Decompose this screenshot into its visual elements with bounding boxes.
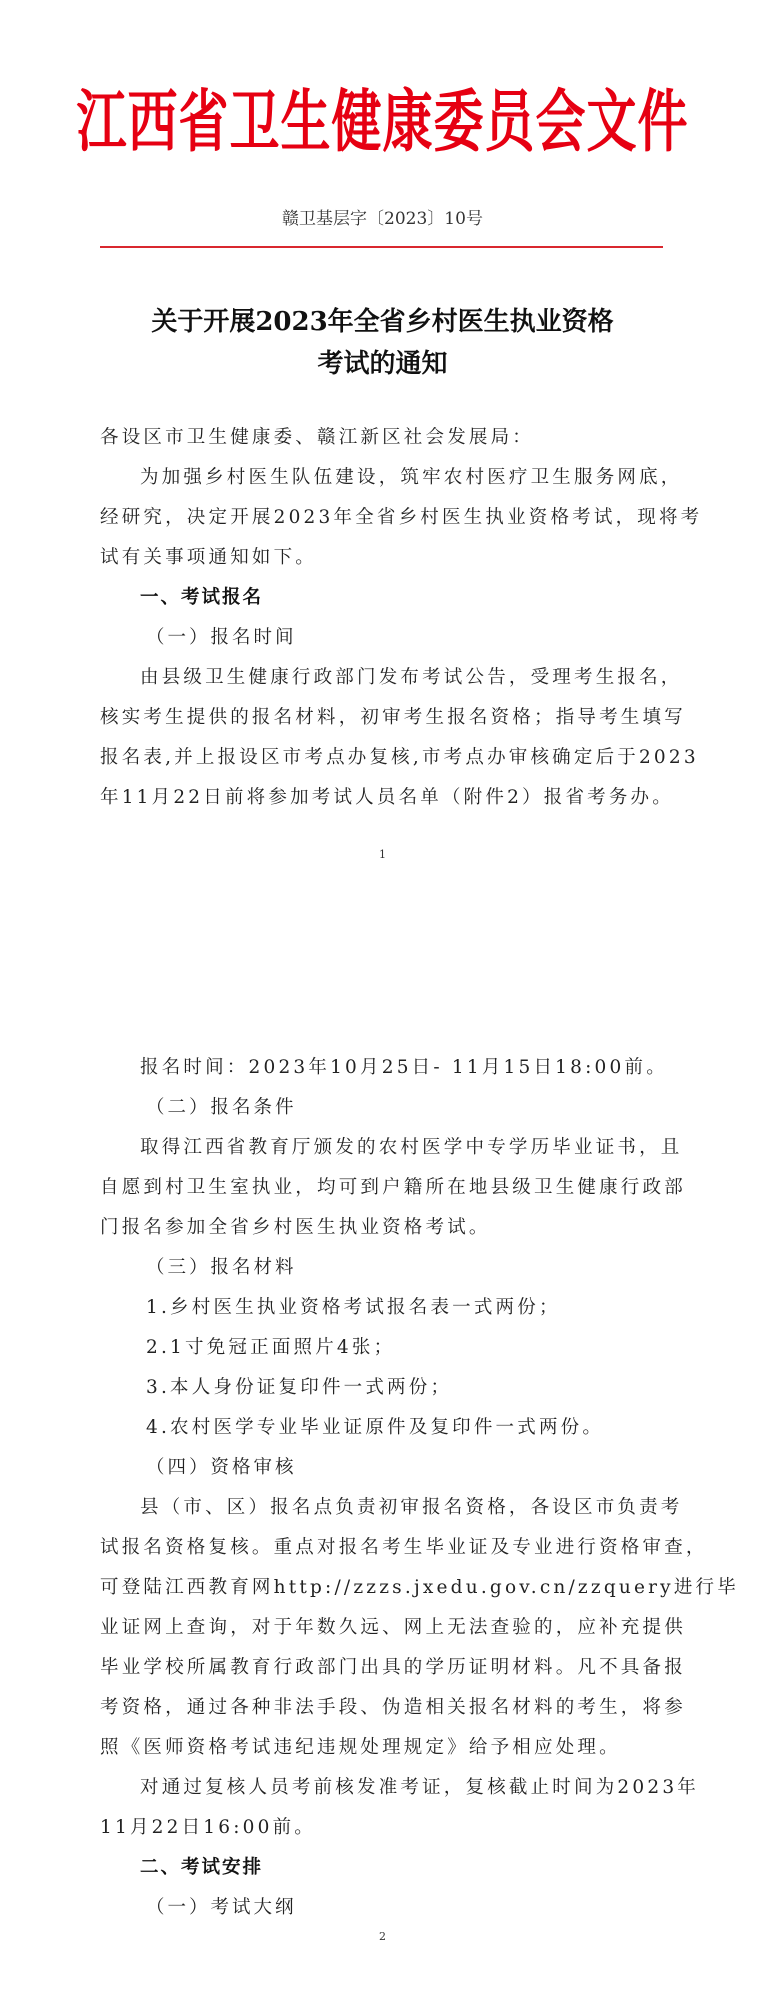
subsection-heading: （一）考试大纲 bbox=[146, 1897, 297, 1918]
subsection-heading: （三）报名材料 bbox=[146, 1257, 297, 1278]
body-line: 自愿到村卫生室执业，均可到户籍所在地县级卫生健康行政部 bbox=[100, 1177, 686, 1198]
body-line: 取得江西省教育厅颁发的农村医学中专学历毕业证书，且 bbox=[140, 1137, 683, 1158]
subsection-heading: （二）报名条件 bbox=[146, 1097, 297, 1118]
body-line: 报名表,并上报设区市考点办复核,市考点办审核确定后于2023 bbox=[100, 747, 699, 768]
masthead: 江西省卫生健康委员会文件 bbox=[76, 82, 689, 162]
list-item: 1.乡村医生执业资格考试报名表一式两份； bbox=[146, 1297, 561, 1318]
red-divider bbox=[100, 246, 663, 248]
body-line-with-url: 可登陆江西教育网http://zzzs.jxedu.gov.cn/zzquery进行毕 bbox=[100, 1577, 739, 1598]
body-line: 毕业学校所属教育行政部门出具的学历证明材料。凡不具备报 bbox=[100, 1657, 686, 1678]
body-line: 照《医师资格考试违纪违规处理规定》给予相应处理。 bbox=[100, 1737, 621, 1758]
recipient: 各设区市卫生健康委、赣江新区社会发展局： bbox=[100, 427, 535, 448]
subsection-heading: （四）资格审核 bbox=[146, 1457, 297, 1478]
intro-line: 试有关事项通知如下。 bbox=[100, 547, 318, 568]
page-number: 1 bbox=[379, 848, 386, 861]
body-line: 业证网上查询，对于年数久远、网上无法查验的，应补充提供 bbox=[100, 1617, 686, 1638]
document-title-line-2: 考试的通知 bbox=[317, 349, 448, 379]
list-item: 3.本人身份证复印件一式两份； bbox=[146, 1377, 453, 1398]
section-heading-2: 二、考试安排 bbox=[140, 1857, 264, 1878]
intro-line: 为加强乡村医生队伍建设，筑牢农村医疗卫生服务网底， bbox=[140, 467, 683, 488]
body-line: 核实考生提供的报名材料，初审考生报名资格；指导考生填写 bbox=[100, 707, 686, 728]
section-heading-1: 一、考试报名 bbox=[140, 587, 264, 608]
subsection-heading: （一）报名时间 bbox=[146, 627, 297, 648]
body-line: 对通过复核人员考前核发准考证，复核截止时间为2023年 bbox=[140, 1777, 699, 1798]
list-item: 2.1寸免冠正面照片4张； bbox=[146, 1337, 396, 1358]
body-line: 考资格，通过各种非法手段、伪造相关报名材料的考生，将参 bbox=[100, 1697, 686, 1718]
body-line: 县（市、区）报名点负责初审报名资格，各设区市负责考 bbox=[140, 1497, 683, 1518]
intro-line: 经研究，决定开展2023年全省乡村医生执业资格考试，现将考 bbox=[100, 507, 703, 528]
body-line: 试报名资格复核。重点对报名考生毕业证及专业进行资格审查， bbox=[100, 1537, 708, 1558]
document-title-line-1: 关于开展2023年全省乡村医生执业资格 bbox=[151, 307, 614, 337]
registration-time: 报名时间：2023年10月25日- 11月15日18:00前。 bbox=[140, 1057, 668, 1078]
page-number: 2 bbox=[379, 1930, 386, 1943]
document-number: 赣卫基层字〔2023〕10号 bbox=[282, 209, 483, 229]
body-line: 由县级卫生健康行政部门发布考试公告，受理考生报名， bbox=[140, 667, 683, 688]
list-item: 4.农村医学专业毕业证原件及复印件一式两份。 bbox=[146, 1417, 605, 1438]
body-line: 11月22日16:00前。 bbox=[100, 1817, 316, 1838]
body-line: 年11月22日前将参加考试人员名单（附件2）报省考务办。 bbox=[100, 787, 674, 808]
body-line: 门报名参加全省乡村医生执业资格考试。 bbox=[100, 1217, 491, 1238]
